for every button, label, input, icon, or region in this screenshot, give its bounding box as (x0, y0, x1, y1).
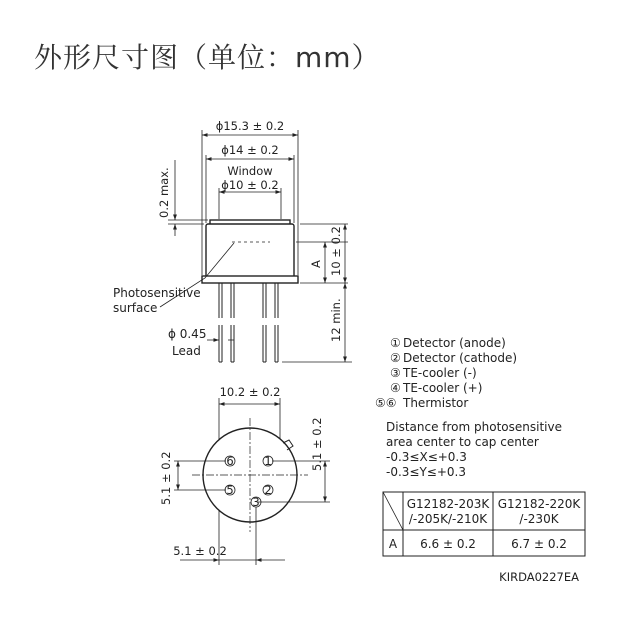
distance-note-line-1: Distance from photosensitive (386, 420, 562, 434)
height-dim: 10 ± 0.2 (329, 226, 343, 276)
bottom-horizontal-dim: 5.1 ± 0.2 (173, 544, 227, 558)
lead-diameter-dim: ϕ 0.45 (168, 327, 207, 341)
table-col2-value: 6.7 ± 0.2 (511, 537, 567, 551)
cap-body (206, 224, 294, 279)
A-dim: A (309, 260, 323, 268)
distance-note (386, 420, 562, 479)
pin-spacing-dim: 10.2 ± 0.2 (219, 385, 281, 399)
legend-text-2: Detector (cathode) (403, 351, 518, 365)
side-view (113, 119, 352, 362)
left-vertical-dim: 5.1 ± 0.2 (159, 451, 173, 505)
legend-marker-3: ③ (390, 366, 401, 380)
table-row-label: A (388, 537, 398, 551)
table-col1-value: 6.6 ± 0.2 (420, 537, 476, 551)
table-col1-line2: /-205K/-210K (408, 512, 488, 526)
photosensitive-label-1: Photosensitive (113, 286, 201, 300)
body-diameter-dim: ϕ14 ± 0.2 (221, 143, 279, 157)
legend-marker-4: ④ (390, 381, 401, 395)
bottom-view (159, 385, 330, 565)
drawing-code: KIRDA0227EA (499, 570, 579, 584)
page-title: 外形尺寸图（单位：mm） (34, 41, 381, 74)
pin-legend (375, 336, 517, 410)
pin-6-label: 6 (226, 454, 234, 468)
cap-diameter-dim: ϕ15.3 ± 0.2 (215, 119, 285, 133)
legend-text-3: TE-cooler (-) (403, 366, 477, 380)
legend-text-5: Thermistor (403, 396, 469, 410)
pin-2-label: 2 (264, 483, 272, 497)
right-vertical-dim: 5.1 ± 0.2 (310, 417, 324, 471)
photosensitive-label-2: surface (113, 301, 158, 315)
lead-label: Lead (172, 344, 201, 358)
legend-marker-1: ① (390, 336, 401, 350)
leads (219, 283, 278, 362)
window-label: Window (227, 164, 273, 178)
table-col1-line1: G12182-203K (406, 497, 490, 511)
cap-offset-dim: 0.2 max. (157, 167, 171, 218)
pin-1-label: 1 (264, 454, 272, 468)
pin-3-label: 3 (252, 495, 260, 509)
base-flange (202, 276, 298, 283)
table-col2-line1: G12182-220K (497, 497, 581, 511)
table-col2-line2: /-230K (519, 512, 559, 526)
legend-text-4: TE-cooler (+) (403, 381, 483, 395)
distance-note-line-2: area center to cap center (386, 435, 539, 449)
window-diameter-dim: ϕ10 ± 0.2 (221, 178, 279, 192)
dimension-table (383, 492, 585, 556)
pin-5-label: 5 (226, 483, 234, 497)
distance-note-line-3: -0.3≤X≤+0.3 (386, 450, 467, 464)
distance-note-line-4: -0.3≤Y≤+0.3 (386, 465, 466, 479)
legend-marker-5: ⑤⑥ (375, 396, 397, 410)
lead-length-dim: 12 min. (329, 298, 343, 342)
legend-text-1: Detector (anode) (403, 336, 506, 350)
legend-marker-2: ② (390, 351, 401, 365)
